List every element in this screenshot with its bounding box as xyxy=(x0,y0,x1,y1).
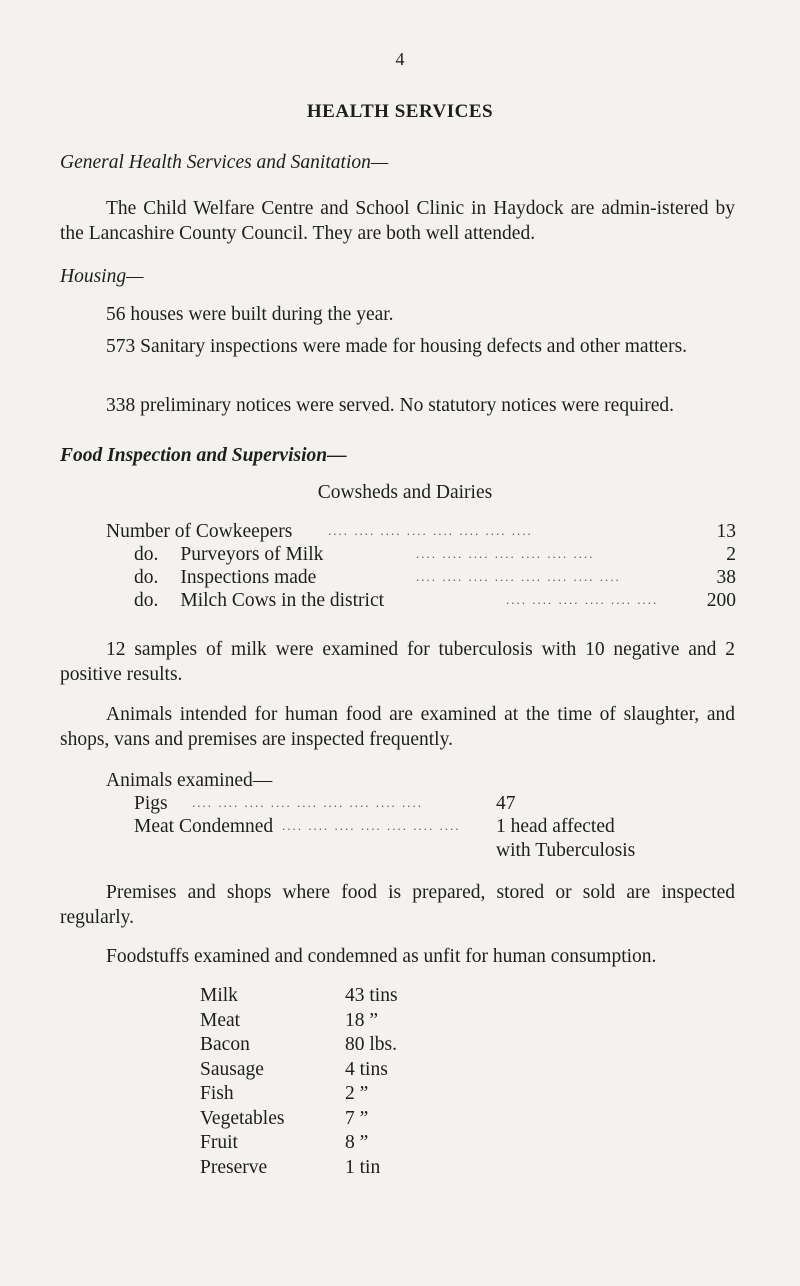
row-value: 2 xyxy=(726,544,736,565)
foodstuff-item: Milk xyxy=(200,985,238,1006)
row-value: 1 head affected xyxy=(496,816,615,837)
foodstuff-quantity: 1 tin xyxy=(345,1156,381,1178)
foodstuff-item: Fruit xyxy=(200,1132,238,1153)
table-row xyxy=(134,791,734,815)
table-row xyxy=(134,588,736,612)
foodstuff-item: Bacon xyxy=(200,1034,250,1055)
dot-leader: .... .... .... .... .... .... .... .... xyxy=(416,569,621,584)
row-value: 13 xyxy=(716,521,736,542)
foodstuff-quantity: 8 ” xyxy=(345,1132,369,1153)
foodstuff-item: Preserve xyxy=(200,1156,268,1178)
row-value: 38 xyxy=(716,567,736,588)
foodstuff-item: Vegetables xyxy=(200,1107,285,1129)
housing-heading: Housing— xyxy=(60,266,144,287)
dot-leader: .... .... .... .... .... .... .... .... .... xyxy=(192,795,423,810)
foodstuffs-text: Foodstuffs examined and condemned as unfit for human consumption. xyxy=(106,946,657,967)
row-label: Pigs xyxy=(134,793,168,814)
row-label: Cowkeepers xyxy=(195,521,293,542)
animals-text: Animals intended for human food are examined at the time of slaughter, and shops, vans and premises are inspected frequently. xyxy=(60,704,735,751)
foodstuff-quantity: 2 ” xyxy=(345,1083,369,1104)
row-prefix: Number of xyxy=(106,521,192,542)
animals-examined-heading: Animals examined— xyxy=(106,770,273,791)
dot-leader: .... .... .... .... .... .... xyxy=(506,592,659,607)
row-value: 47 xyxy=(496,793,516,814)
table-row xyxy=(134,542,736,566)
premises-text: Premises and shops where food is prepared, stored or sold are inspected regularly. xyxy=(60,882,735,929)
dot-leader: .... .... .... .... .... .... .... .... xyxy=(328,523,533,538)
table-row xyxy=(134,814,734,838)
row-prefix: do. xyxy=(134,590,159,611)
milk-samples-text: 12 samples of milk were examined for tuberculosis with 10 negative and 2 positive results. xyxy=(60,639,735,686)
housing-item: 573 Sanitary inspections were made for housing defects and other matters. xyxy=(106,336,688,357)
table-row xyxy=(106,519,736,543)
housing-item: 56 houses were built during the year. xyxy=(106,304,394,325)
foodstuff-quantity: 7 ” xyxy=(345,1107,369,1129)
general-heading: General Health Services and Sanitation— xyxy=(60,152,389,173)
page-title: HEALTH SERVICES xyxy=(306,101,494,122)
general-text: The Child Welfare Centre and School Clinic in Haydock are admin-istered by the Lancashire County Council. They are both well attended. xyxy=(60,198,735,245)
row-label: Milch Cows in the district xyxy=(180,590,385,611)
table-row xyxy=(134,565,736,589)
row-prefix: do. xyxy=(134,544,159,565)
cowsheds-subheading: Cowsheds and Dairies xyxy=(317,482,493,503)
housing-item: 338 preliminary notices were served. No statutory notices were required. xyxy=(106,395,675,416)
foodstuff-item: Sausage xyxy=(200,1058,264,1080)
food-heading: Food Inspection and Supervision— xyxy=(60,445,347,466)
foodstuff-quantity: 80 lbs. xyxy=(345,1034,398,1055)
foodstuff-quantity: 43 tins xyxy=(345,985,398,1006)
foodstuff-quantity: 18 ” xyxy=(345,1009,379,1031)
row-label: Purveyors of Milk xyxy=(180,544,324,565)
foodstuff-quantity: 4 tins xyxy=(345,1058,388,1080)
foodstuff-item: Fish xyxy=(200,1083,234,1104)
foodstuff-item: Meat xyxy=(200,1009,241,1031)
table-row-continuation xyxy=(496,838,736,862)
row-value: 200 xyxy=(706,590,736,611)
page-number: 4 xyxy=(395,49,405,69)
dot-leader: .... .... .... .... .... .... .... xyxy=(282,818,461,833)
row-label: Meat Condemned xyxy=(134,816,274,837)
dot-leader: .... .... .... .... .... .... .... xyxy=(416,546,595,561)
row-label: Inspections made xyxy=(180,567,317,588)
row-value-continuation: with Tuberculosis xyxy=(496,840,636,861)
row-prefix: do. xyxy=(134,567,159,588)
